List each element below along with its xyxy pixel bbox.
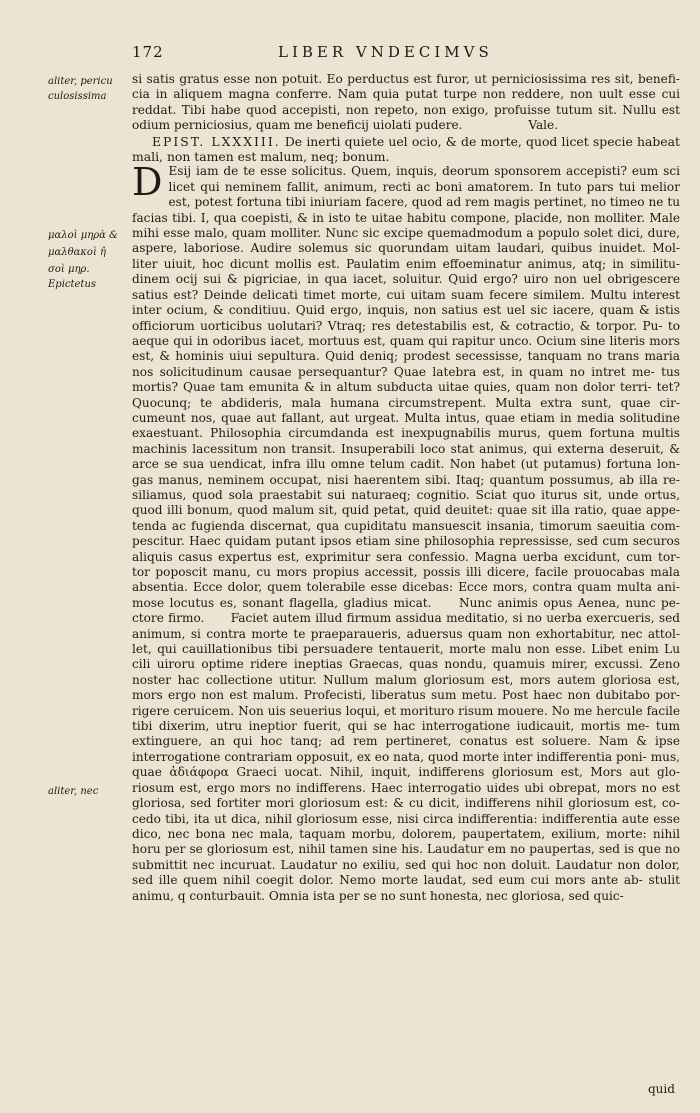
folio-number: 172 — [132, 43, 164, 61]
running-title: LIBER VNDECIMVS — [278, 43, 493, 61]
margin-note: aliter, nec — [48, 786, 99, 797]
paragraph-text: Faciet autem illud firmum assidua meditatio, si no uerba exercueris, sed animum, si contra morte te praeparaueris, aduersus quam non exhortabitur, nec attol- let, qui cauillationibus tibi persuadere tentauerit, morte malu non esse. Libet enim Lu cili uiroru optime ridere ineptias Graecas, quas nondu, quamuis mirer, excussi. Zeno noster hac collectione utitur. Nullum malum gloriosum est, mors autem gloriosa est, mors ergo non est malum. Profecisti, liberatus sum metu. Post haec non dubitabo por- rigere ceruicem. Non uis seuerius loqui, et morituro risum mouere. No me hercule facile tibi dixerim, utru ineptior fuerit, qui se hac interrogatione iudicauit, mortis me- tum extinguere, an qui hoc tanq; ad rem pertineret, conatus est soluere. Nam & ipse interrogatione contrariam opposuit, ex eo nata, quod morte inter indifferentia poni- mus, quae ἀδιάφορα Graeci uocat. Nihil, inquit, indifferens gloriosum est, Mors aut glo- riosum est, ergo mors no indifferens. Haec interrogatio uides ubi obrepat, mors no est gloriosa, sed fortiter mori gloriosum est: & cu dicit, indifferens nihil gloriosum est, co- cedo tibi, ita ut dica, nihil gloriosum esse, nisi circa indifferentia: indifferentia aute esse dico, nec bona nec mala, taquam morbu, dolorem, paupertatem, exilium, morte: nihil horu per se gloriosum est, nihil tamen sine his. Laudatur em no paupertas, sed is que no submittit nec incuruat. Laudatur no exiliu, sed qui hoc non doluit. Laudatur non dolor, sed ille quem nihil coegit dolor. Nemo morte laudat, sed eum cui mors ante ab- stulit animu, q conturbauit. Omnia ista per se no sunt honesta, nec gloriosa, sed quic- — [132, 611, 680, 903]
paragraph — [132, 72, 680, 134]
epistle-number: EPIST. LXXXIII. — [152, 133, 281, 149]
margin-note: culosissima — [48, 91, 107, 102]
epistle-summary: De inerti quiete uel ocio, & de morte, quod licet specie habeat mali, non tamen est malum, neq; bonum. — [132, 133, 680, 165]
vale-closing: Vale. — [528, 118, 559, 133]
paragraph-text: si satis gratus esse non potuit. Eo perductus est furor, ut perniciosissima res sit, benefi- cia in aliquem magna conferre. Nam quia putat turpe non reddere, non uult esse cui reddat. Tibi habe quod accepisti, non repeto, non exigo, profuisse tutum sit. Nullu est odium perniciosius, quam me beneficij uiolati pudere. — [132, 72, 680, 133]
margin-note: σοὶ μηρ. — [48, 264, 90, 275]
margin-note: μαλοὶ μηρὰ & — [48, 230, 118, 241]
margin-note: Epictetus — [48, 279, 97, 290]
paragraph-text: Esij iam de te esse solicitus. Quem, inquis, deorum sponsorem accepisti? eum sci licet qui neminem fallit, animum, recti ac boni amatorem. In tuto pars tui melior est, potest fortuna tibi iniuriam facere, quod ad rem magis pertinet, no timeo ne tu facias tibi. I, qua coepisti, & in isto te uitae habitu compone, placide, non molliter. Male mihi esse malo, quam molliter. Nunc sic excipe quemadmodum a populo solet dici, dure, aspere, laboriose. Audire solemus sic quorundam uitam laudari, quibus inuidet. Mol- liter uiuit, hoc dicunt mollis est. Paulatim enim effoeminatur animus, atq; in similitu- dinem ocij sui & pigriciae, in qua iacet, soluitur. Quid ergo? uiro non uel obrigescere satius est? Deinde delicati timet morte, cui uitam suam fecere similem. Multu interest inter ocium, & conditiuu. Quid ergo, inquis, non satius est uel sic iacere, quam & istis officiorum uorticibus uolutari? Vtraq; res detestabilis est, & cotractio, & torpor. Pu- to aeque qui in odoribus iacet, mortuus est, quam qui rapitur unco. Ocium sine literis mors est, & hominis uiui sepultura. Quid deniq; prodest secessisse, tanquam no trans maria nos solicitudinum causae persequantur? Quae latebra est, in quam no intret me- tus mortis? Quae tam emunita & in altum subducta uitae quies, quam non dolor terri- tet? Quocunq; te abdideris, mala humana circumstrepent. Multa extra sunt, quae cir- cumeunt nos, quae aut fallant, aut urgeat. Multa intus, quae etiam in media solitudine exaestuant. Philosophia circumdanda est inexpugnabilis murus, quem fortuna multis machinis lacessitum non transit. Insuperabili loco stat animus, qui externa deseruit, & arce se sua uendicat, infra illu omne telum cadit. Non habet (ut putamus) fortuna lon- gas manus, neminem occupat, nisi haerentem sibi. Itaq; quantum possumus, ab illa re- siliamus, quod sola praestabit sui naturaeq; cognitio. Sciat quo iturus sit, unde ortus, quod illi bonum, quod malum sit, quid petat, quid deuitet: quae sit illa ratio, quae appe- tenda ac fugienda discernat, qua cupiditatu mansuescit insania, timorum saeuitia com- pescitur. Haec quidam putant ipsos etiam sine philosophia repressisse, sed cum securos aliquis casus expertus est, exprimitur sera confessio. Magna uerba excidunt, cum tor- tor poposcit manu, cu mors propius accessit, possis illi dicere, facile prouocabas mala absentia. Ecce dolor, quem tolerabile esse dicebas: Ecce mors, contra quam multa ani- mose locutus es, sonant flagella, gladius micat. — [132, 164, 680, 610]
paragraph — [132, 160, 680, 904]
margin-note: aliter, pericu — [48, 76, 113, 87]
margin-note: μαλθακοὶ η̂ — [48, 247, 107, 258]
verse-quote: Nunc animis opus Aenea, nunc pe- ctore firmo. — [132, 595, 680, 626]
page-header — [0, 40, 700, 66]
body-text — [132, 72, 680, 904]
drop-capital: D — [132, 160, 163, 205]
catchword: quid — [648, 1082, 675, 1096]
epistle-heading — [132, 134, 680, 165]
